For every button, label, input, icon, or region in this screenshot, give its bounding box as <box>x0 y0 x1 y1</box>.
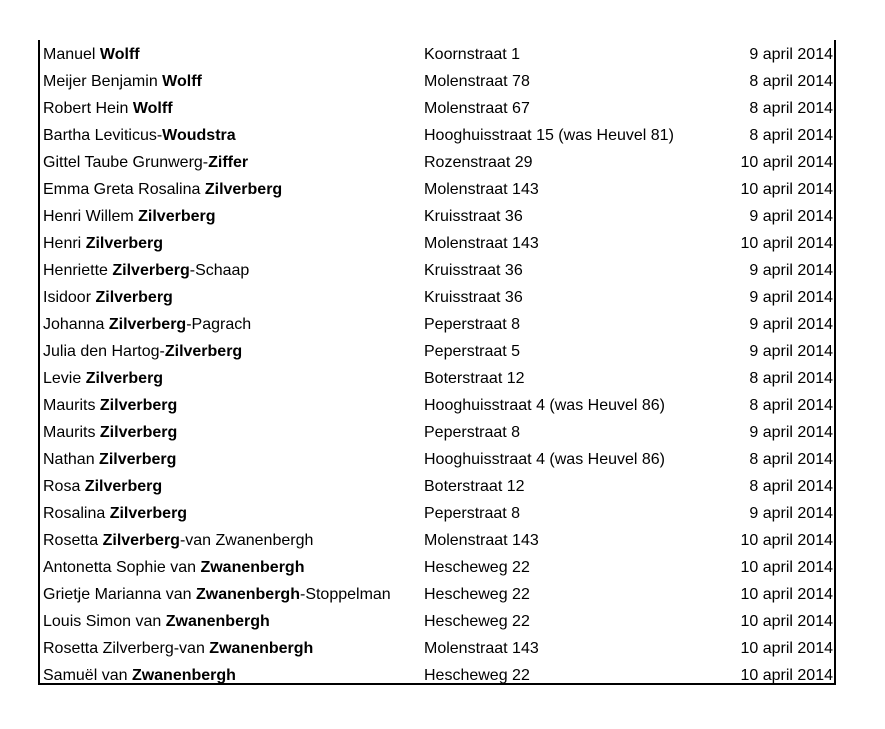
person-name-cell <box>43 257 249 284</box>
address-cell: Hescheweg 22 <box>424 667 530 684</box>
name-text: Manuel <box>43 46 100 63</box>
person-name-cell <box>43 203 215 230</box>
person-name-cell <box>43 635 313 662</box>
surname-text: Zwanenbergh <box>200 559 305 576</box>
surname-text: Zilverberg <box>138 208 216 225</box>
address-cell: Peperstraat 8 <box>424 505 521 522</box>
date-cell: 8 april 2014 <box>749 100 833 117</box>
table-row <box>40 419 834 446</box>
person-name-cell <box>43 500 187 527</box>
surname-text: Zilverberg <box>99 451 177 468</box>
address-cell: Molenstraat 143 <box>424 181 539 198</box>
name-text: Antonetta Sophie van <box>43 559 201 576</box>
table-row <box>40 338 834 365</box>
address-cell: Peperstraat 8 <box>424 316 521 333</box>
person-name-cell <box>43 581 391 608</box>
surname-text: Wolff <box>162 73 202 90</box>
address-cell: Kruisstraat 36 <box>424 289 523 306</box>
name-text: Rosetta <box>43 532 103 549</box>
name-text: Nathan <box>43 451 100 468</box>
name-text: Emma Greta Rosalina <box>43 181 205 198</box>
date-cell: 9 april 2014 <box>749 505 833 522</box>
person-name-cell <box>43 392 177 419</box>
date-cell: 10 april 2014 <box>740 559 833 576</box>
name-text: -Schaap <box>189 262 250 279</box>
date-cell: 9 april 2014 <box>749 262 833 279</box>
address-cell: Molenstraat 78 <box>424 73 530 90</box>
address-cell: Hescheweg 22 <box>424 613 530 630</box>
date-cell: 9 april 2014 <box>749 289 833 306</box>
date-cell: 8 april 2014 <box>749 370 833 387</box>
table-row <box>40 149 834 176</box>
name-text: Henriette <box>43 262 113 279</box>
name-text: Rosalina <box>43 505 110 522</box>
table-row <box>40 311 834 338</box>
name-text: Maurits <box>43 424 100 441</box>
person-name-cell <box>43 68 202 95</box>
table-row <box>40 68 834 95</box>
table-row <box>40 365 834 392</box>
person-name-cell <box>43 230 163 257</box>
person-name-cell <box>43 176 282 203</box>
address-cell: Hooghuisstraat 4 (was Heuvel 86) <box>424 451 666 468</box>
surname-text: Zilverberg <box>204 181 283 198</box>
person-name-cell <box>43 365 163 392</box>
table-row <box>40 635 834 662</box>
name-text: Rosetta Zilverberg-van <box>43 640 210 657</box>
address-cell: Hooghuisstraat 4 (was Heuvel 86) <box>424 397 666 414</box>
address-cell: Rozenstraat 29 <box>424 154 533 171</box>
date-cell: 8 april 2014 <box>749 397 833 414</box>
surname-text: Zwanenbergh <box>131 667 236 684</box>
name-text: Grietje Marianna van <box>43 586 196 603</box>
table-row <box>40 122 834 149</box>
address-cell: Molenstraat 67 <box>424 100 530 117</box>
person-name-cell <box>43 473 162 500</box>
table-row <box>40 581 834 608</box>
date-cell: 8 april 2014 <box>749 451 833 468</box>
person-name-cell <box>43 554 304 581</box>
address-cell: Peperstraat 5 <box>424 343 521 360</box>
address-cell: Hescheweg 22 <box>424 586 530 603</box>
date-cell: 9 april 2014 <box>749 316 833 333</box>
name-text: Louis Simon van <box>43 613 166 630</box>
date-cell: 10 april 2014 <box>740 640 833 657</box>
date-cell: 10 april 2014 <box>740 181 833 198</box>
name-text: Bartha Leviticus- <box>43 127 163 144</box>
address-cell: Koornstraat 1 <box>424 46 521 63</box>
table-row <box>40 608 834 635</box>
date-cell: 9 april 2014 <box>749 208 833 225</box>
name-text: Henri <box>43 235 86 252</box>
date-cell: 8 april 2014 <box>749 478 833 495</box>
address-cell: Boterstraat 12 <box>424 370 525 387</box>
person-name-cell <box>43 149 248 176</box>
date-cell: 10 april 2014 <box>740 613 833 630</box>
address-cell: Molenstraat 143 <box>424 235 539 252</box>
table-row <box>40 527 834 554</box>
person-name-cell <box>43 122 236 149</box>
surname-text: Zilverberg <box>84 478 163 495</box>
table-row <box>40 554 834 581</box>
table-row <box>40 662 834 689</box>
date-cell: 9 april 2014 <box>749 424 833 441</box>
table-row <box>40 473 834 500</box>
surname-text: Zilverberg <box>102 532 180 549</box>
table-row <box>40 95 834 122</box>
address-cell: Molenstraat 143 <box>424 532 539 549</box>
surname-text: Zilverberg <box>95 289 173 306</box>
date-cell: 10 april 2014 <box>740 532 833 549</box>
address-cell: Hooghuisstraat 15 (was Heuvel 81) <box>424 127 674 144</box>
person-name-cell <box>43 338 242 365</box>
date-cell: 8 april 2014 <box>749 73 833 90</box>
table-row <box>40 392 834 419</box>
surname-text: Zilverberg <box>99 424 178 441</box>
name-text: Julia den Hartog- <box>43 343 165 360</box>
surname-text: Zilverberg <box>108 316 187 333</box>
surname-text: Wolff <box>132 100 173 117</box>
person-name-cell <box>43 41 140 68</box>
name-text: Henri Willem <box>43 208 139 225</box>
address-cell: Molenstraat 143 <box>424 640 539 657</box>
name-text: -van Zwanenbergh <box>179 532 314 549</box>
surname-text: Zwanenbergh <box>209 640 314 657</box>
surname-text: Zilverberg <box>164 343 243 360</box>
name-text: Gittel Taube Grunwerg- <box>43 154 209 171</box>
person-name-cell <box>43 662 236 689</box>
table-row <box>40 257 834 284</box>
surname-text: Ziffer <box>208 154 249 171</box>
surname-text: Zilverberg <box>85 370 164 387</box>
surname-text: Wolff <box>99 46 140 63</box>
surname-text: Zilverberg <box>85 235 164 252</box>
date-cell: 10 april 2014 <box>740 586 833 603</box>
date-cell: 8 april 2014 <box>749 127 833 144</box>
date-cell: 10 april 2014 <box>740 667 833 684</box>
address-cell: Kruisstraat 36 <box>424 208 523 225</box>
surname-text: Zwanenbergh <box>165 613 270 630</box>
person-name-cell <box>43 446 176 473</box>
person-name-cell <box>43 311 251 338</box>
person-name-cell <box>43 527 313 554</box>
date-cell: 9 april 2014 <box>749 343 833 360</box>
address-cell: Hescheweg 22 <box>424 559 530 576</box>
table-body <box>40 41 834 689</box>
table-row <box>40 284 834 311</box>
table-row <box>40 176 834 203</box>
name-text: Levie <box>43 370 86 387</box>
person-name-cell <box>43 95 173 122</box>
date-cell: 9 april 2014 <box>749 46 833 63</box>
table-row <box>40 446 834 473</box>
surname-text: Zilverberg <box>112 262 190 279</box>
name-text: Johanna <box>43 316 109 333</box>
date-cell: 10 april 2014 <box>740 235 833 252</box>
address-cell: Peperstraat 8 <box>424 424 521 441</box>
name-text: -Pagrach <box>186 316 252 333</box>
name-text: Samuël van <box>43 667 132 684</box>
surname-text: Woudstra <box>162 127 236 144</box>
name-text: Maurits <box>43 397 100 414</box>
person-name-cell <box>43 284 173 311</box>
name-text: Isidoor <box>43 289 96 306</box>
table-row <box>40 230 834 257</box>
table-row <box>40 500 834 527</box>
surname-text: Zilverberg <box>109 505 188 522</box>
name-text: Rosa <box>43 478 85 495</box>
person-name-cell <box>43 419 177 446</box>
person-name-cell <box>43 608 270 635</box>
table-row <box>40 203 834 230</box>
table-row <box>40 41 834 68</box>
name-text: Meijer Benjamin <box>43 73 163 90</box>
name-text: Robert Hein <box>43 100 133 117</box>
address-cell: Kruisstraat 36 <box>424 262 523 279</box>
name-text: -Stoppelman <box>299 586 391 603</box>
date-cell: 10 april 2014 <box>740 154 833 171</box>
surname-text: Zilverberg <box>99 397 178 414</box>
surname-text: Zwanenbergh <box>195 586 300 603</box>
registry-table <box>38 40 836 685</box>
address-cell: Boterstraat 12 <box>424 478 525 495</box>
